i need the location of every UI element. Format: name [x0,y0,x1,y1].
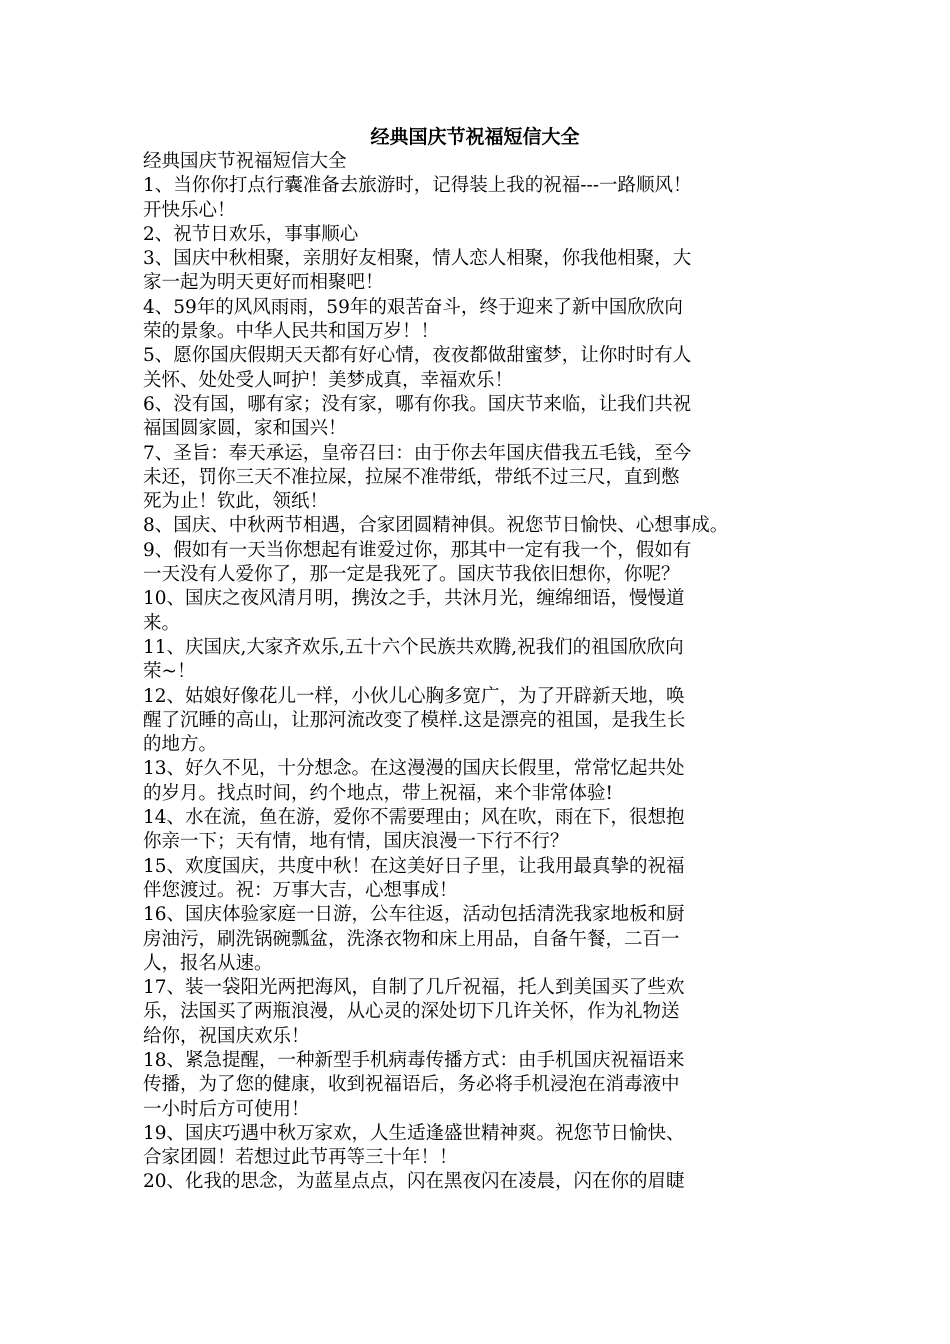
text-line: 7、圣旨：奉天承运，皇帝召曰：由于你去年国庆借我五毛钱，至今 [143,442,692,464]
text-line: 5、愿你国庆假期天天都有好心情，夜夜都做甜蜜梦，让你时时有人 [143,345,692,367]
text-line: 14、水在流，鱼在游，爱你不需要理由；风在吹，雨在下，很想抱 [143,807,685,829]
text-line: 开快乐心！ [143,199,236,221]
text-line: 伴您渡过。祝：万事大吉，心想事成！ [143,879,458,901]
text-line: 10、国庆之夜风清月明，携汝之手，共沐月光，缠绵细语，慢慢道 [143,588,685,610]
text-line: 来。 [143,612,181,634]
text-line: 房油污，刷洗锅碗瓢盆，洗涤衣物和床上用品，自备午餐，二百一 [143,928,680,950]
text-line: 人，报名从速。 [143,952,273,974]
text-line: 给你，祝国庆欢乐！ [143,1025,310,1047]
text-line: 荣的景象。中华人民共和国万岁！！ [143,321,440,343]
text-line: 6、没有国，哪有家；没有家，哪有你我。国庆节来临，让我们共祝 [143,393,692,415]
document-subtitle-line: 经典国庆节祝福短信大全 [143,151,347,172]
text-line: 3、国庆中秋相聚，亲朋好友相聚，情人恋人相聚，你我他相聚，大 [143,248,692,270]
text-line: 9、假如有一天当你想起有谁爱过你，那其中一定有我一个，假如有 [143,539,692,561]
document-title: 经典国庆节祝福短信大全 [370,126,580,148]
text-line: 未还，罚你三天不准拉屎，拉屎不准带纸，带纸不过三尺，直到憋 [143,466,680,488]
text-line: 关怀、处处受人呵护！美梦成真，幸福欢乐！ [143,369,514,391]
text-line: 的岁月。找点时间，约个地点，带上祝福，来个非常体验! [143,782,613,804]
text-line: 死为止！钦此，领纸！ [143,491,329,513]
text-line: 1、当你你打点行囊准备去旅游时，记得装上我的祝福---一路顺风！ [143,175,692,197]
text-line: 18、紧急提醒，一种新型手机病毒传播方式：由手机国庆祝福语来 [143,1049,685,1071]
text-line: 醒了沉睡的高山，让那河流改变了模样.这是漂亮的祖国，是我生长 [143,709,686,731]
text-line: 家一起为明天更好而相聚吧！ [143,272,384,294]
document-body [143,150,815,1195]
text-line: 福国圆家圆，家和国兴！ [143,418,347,440]
text-line: 的地方。 [143,734,218,756]
text-line: 15、欢度国庆，共度中秋！在这美好日子里，让我用最真挚的祝福 [143,855,685,877]
text-line: 19、国庆巧遇中秋万家欢，人生适逢盛世精神爽。祝您节日愉快、 [143,1122,685,1144]
text-line: 2、祝节日欢乐，事事顺心 [143,223,359,245]
text-line: 合家团圆！若想过此节再等三十年！！ [143,1147,458,1169]
text-line: 11、庆国庆,大家齐欢乐,五十六个民族共欢腾,祝我们的祖国欣欣向 [143,636,684,658]
text-line: 一小时后方可使用！ [143,1098,310,1120]
text-line: 16、国庆体验家庭一日游，公车往返，活动包括清洗我家地板和厨 [143,904,685,926]
text-line: 你亲一下；天有情，地有情，国庆浪漫一下行不行？ [143,831,569,853]
text-line: 传播，为了您的健康，收到祝福语后，务必将手机浸泡在消毒液中 [143,1074,680,1096]
text-line: 13、好久不见，十分想念。在这漫漫的国庆长假里，常常忆起共处 [143,758,685,780]
text-line: 12、姑娘好像花儿一样，小伙儿心胸多宽广，为了开辟新天地，唤 [143,685,685,707]
text-line: 8、国庆、中秋两节相遇，合家团圆精神俱。祝您节日愉快、心想事成。 [143,515,729,537]
text-line: 乐，法国买了两瓶浪漫，从心灵的深处切下几许关怀，作为礼物送 [143,1001,680,1023]
text-line: 4、59年的风风雨雨，59年的艰苦奋斗，终于迎来了新中国欣欣向 [143,296,683,318]
text-line: 一天没有人爱你了，那一定是我死了。国庆节我依旧想你，你呢？ [143,564,680,586]
text-line: 17、装一袋阳光两把海风，自制了几斤祝福，托人到美国买了些欢 [143,977,685,999]
text-line: 荣~！ [143,661,196,683]
text-line: 20、化我的思念，为蓝星点点，闪在黑夜闪在凌晨，闪在你的眉睫 [143,1171,685,1193]
